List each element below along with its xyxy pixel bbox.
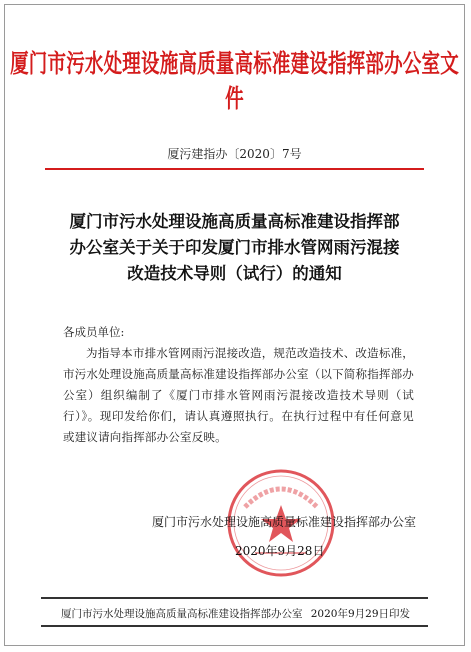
footer-rule-bottom [41, 625, 428, 627]
document-heading [45, 209, 424, 287]
footer-print-date: 2020年9月29日印发 [310, 608, 410, 620]
heading-line: 厦门市污水处理设施高质量高标准建设指挥部 [69, 212, 400, 231]
heading-line: 办公室关于关于印发厦门市排水管网雨污混接 [69, 238, 400, 257]
sender-organization: 厦门市污水处理设施高质量标准建设指挥部办公室 [151, 515, 416, 529]
footer-rule-top [41, 597, 428, 599]
salutation: 各成员单位: [63, 325, 125, 339]
header-title: 厦门市污水处理设施高质量高标准建设指挥部办公室文件 [10, 50, 459, 114]
body-paragraph: 为指导本市排水管网雨污混接改造，规范改造技术、改造标准，市污水处理设施高质量高标准建设指挥部办公室（以下简称指挥部办公室）组织编制了《厦门市排水管网雨污混接改造技术导则（试行）》。现印发给你们，请认真遵照执行。在执行过程中有任何意见或建议请向指挥部办公室反映。 [63, 346, 414, 444]
header-red-rule [45, 168, 424, 170]
document-page [4, 4, 465, 646]
footer-issuer: 厦门市污水处理设施高质量高标准建设指挥部办公室 [61, 608, 303, 620]
heading-line: 改造技术导则（试行）的通知 [127, 264, 342, 283]
document-number: 厦污建指办〔2020〕7号 [167, 147, 302, 161]
signature-date: 2020年9月28日 [235, 544, 325, 558]
